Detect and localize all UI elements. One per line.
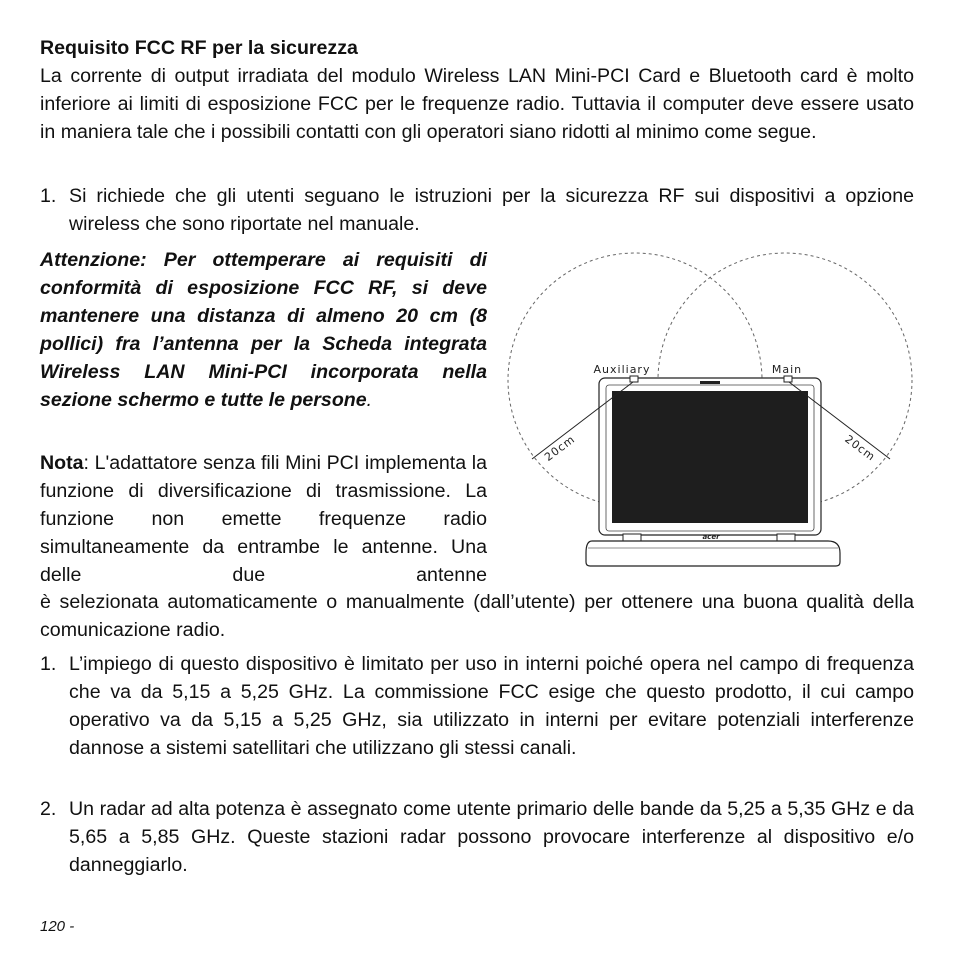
main-label: Main [771,363,803,376]
intro-paragraph: La corrente di output irradiata del modulo Wireless LAN Mini-PCI Card e Bluetooth card è molto inferiore ai limiti di esposizione FCC per le frequenze radio. Tuttavia il computer deve essere usato in maniera tale che i possibili contatti con gli operatori siano ridotti al minimo come segue. [40,65,914,143]
distance-label-left: 20cm [542,432,578,464]
main-antenna-marker [784,376,792,382]
auxiliary-antenna-marker [630,376,638,382]
page-number: 120 - [40,918,75,935]
list-text: Si richiede che gli utenti seguano le istruzioni per la sicurezza RF sui dispositivi a opzione wireless che sono riportate nel manuale. [69,185,914,235]
nota-continuation: è selezionata automaticamente o manualmente (dall’utente) per ottenere una buona qualità della comunicazione radio. [40,591,914,641]
list-number: 1. [40,653,57,675]
warning-end: . [366,389,373,411]
laptop-camera [700,381,720,384]
warning-note [40,246,487,414]
list-item [40,650,914,762]
section-heading: Requisito FCC RF per la sicurezza [40,37,358,59]
antenna-diagram [500,252,920,572]
list-item [40,182,914,238]
nota-label: Nota [40,452,84,474]
list-text: L’impiego di questo dispositivo è limitato per uso in interni poiché opera nel campo di frequenza che va da 5,15 a 5,25 GHz. La commissione FCC esige che questo prodotto, il cui campo operativo va da 5,15 a 5,25 GHz, sia utilizzato in interni per evitare potenziali interferenze dannose a sistemi satellitari che utilizzano gli stessi canali. [69,653,914,759]
nota-paragraph [40,449,487,589]
auxiliary-label: Auxiliary [593,363,651,376]
list-text: Un radar ad alta potenza è assegnato come utente primario delle bande da 5,25 a 5,35 GHz e da 5,65 a 5,85 GHz. Queste stazioni radar possono provocare interferenze al dispositivo e/o danneggiarlo. [69,798,914,876]
laptop-base [586,541,840,566]
list-number: 1. [40,185,57,207]
list-number: 2. [40,798,57,820]
nota-text: : L'adattatore senza fili Mini PCI implementa la funzione di diversificazione di trasmissione. La funzione non emette frequenze radio simultaneamente da entrambe le antenne. Una delle due antenne [40,452,487,586]
distance-label-right: 20cm [842,432,878,464]
warning-text: Attenzione: Per ottemperare ai requisiti di conformità di esposizione FCC RF, si deve mantenere una distanza di almeno 20 cm (8 pollici) fra l’antenna per la Scheda integrata Wireless LAN Mini-PCI incorporata nella sezione schermo e tutte le persone [40,249,487,411]
list-item [40,795,914,879]
laptop-screen [612,391,808,523]
acer-logo: acer [702,533,720,541]
